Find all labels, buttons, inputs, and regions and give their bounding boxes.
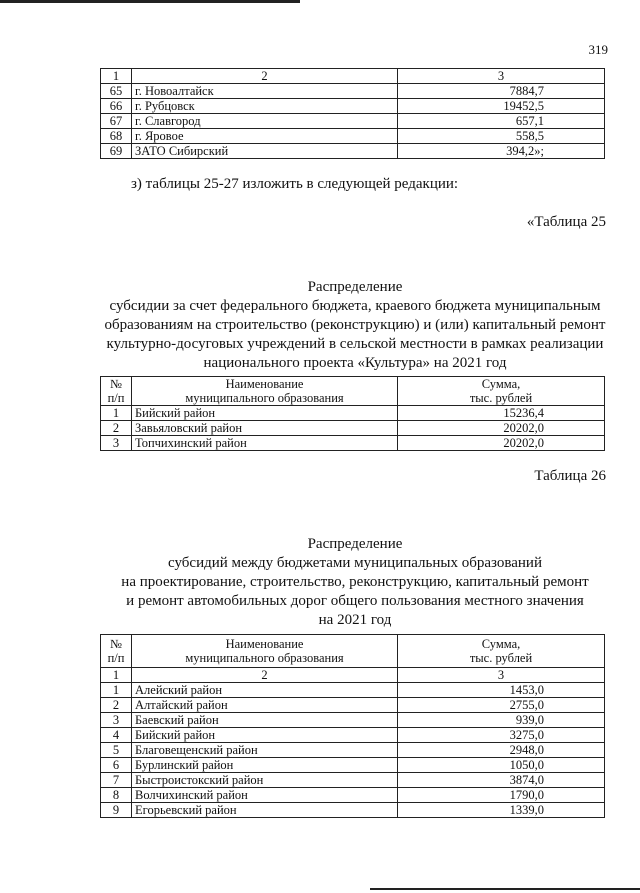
table-row bbox=[101, 129, 605, 144]
table-cell: г. Славгород bbox=[132, 114, 398, 129]
heading-line: субсидий между бюджетами муниципальных образований bbox=[168, 555, 542, 571]
table-cell: 69 bbox=[101, 144, 132, 159]
table-cell: 1 bbox=[101, 668, 132, 683]
table-cell: 2 bbox=[132, 668, 398, 683]
table-cell: 657,1 bbox=[398, 114, 605, 129]
table-cell: Завьяловский район bbox=[132, 421, 398, 436]
table-cell: 2755,0 bbox=[398, 698, 605, 713]
col-sum-header: Сумма, тыс. рублей bbox=[398, 377, 605, 406]
table-cell: 1050,0 bbox=[398, 758, 605, 773]
heading-line: Распределение bbox=[307, 536, 403, 552]
table-cell: г. Рубцовск bbox=[132, 99, 398, 114]
table-cell: 3 bbox=[398, 69, 605, 84]
table-row bbox=[101, 84, 605, 99]
table-cell: 7 bbox=[101, 773, 132, 788]
heading-line: и ремонт автомобильных дорог общего пользования местного значения bbox=[126, 593, 584, 609]
table-cell: Егорьевский район bbox=[132, 803, 398, 818]
table-row bbox=[101, 773, 605, 788]
col-number-header: № п/п bbox=[101, 635, 132, 668]
table-index-row bbox=[101, 668, 605, 683]
table-row bbox=[101, 758, 605, 773]
table-cell: 1 bbox=[101, 406, 132, 421]
table26-label: Таблица 26 bbox=[534, 468, 606, 484]
col-sum-header: Сумма, тыс. рублей bbox=[398, 635, 605, 668]
table-cell: 19452,5 bbox=[398, 99, 605, 114]
table-cell: 3874,0 bbox=[398, 773, 605, 788]
table-cell: Алейский район bbox=[132, 683, 398, 698]
table-cell: г. Яровое bbox=[132, 129, 398, 144]
table-cell: 2 bbox=[132, 69, 398, 84]
heading-line: на проектирование, строительство, реконструкцию, капитальный ремонт bbox=[121, 574, 589, 590]
table-cell: Бурлинский район bbox=[132, 758, 398, 773]
table-row bbox=[101, 406, 605, 421]
table-cell: Баевский район bbox=[132, 713, 398, 728]
col-name-header: Наименование муниципального образования bbox=[132, 377, 398, 406]
table-cell: 3275,0 bbox=[398, 728, 605, 743]
table25-label: «Таблица 25 bbox=[526, 214, 606, 230]
table-cell: 9 bbox=[101, 803, 132, 818]
table-cell: 2948,0 bbox=[398, 743, 605, 758]
table-cell: 1453,0 bbox=[398, 683, 605, 698]
table-cell: 66 bbox=[101, 99, 132, 114]
table-cell: 3 bbox=[101, 436, 132, 451]
heading-line: Распределение bbox=[307, 279, 403, 295]
table-cell: 67 bbox=[101, 114, 132, 129]
heading-line: культурно-досуговых учреждений в сельской местности в рамках реализации bbox=[106, 336, 604, 352]
table-cell: Алтайский район bbox=[132, 698, 398, 713]
heading-line: национального проекта «Культура» на 2021 год bbox=[203, 355, 507, 371]
heading-line: на 2021 год bbox=[318, 612, 392, 628]
table-row bbox=[101, 803, 605, 818]
table-row bbox=[101, 698, 605, 713]
heading-line: субсидии за счет федерального бюджета, краевого бюджета муниципальным bbox=[109, 298, 601, 314]
table-row bbox=[101, 713, 605, 728]
paragraph: з) таблицы 25-27 изложить в следующей редакции: bbox=[131, 176, 459, 192]
table-row bbox=[101, 99, 605, 114]
table26-heading bbox=[90, 535, 620, 630]
table-header-row bbox=[101, 377, 605, 406]
table-cell: 6 bbox=[101, 758, 132, 773]
table-cell: 8 bbox=[101, 788, 132, 803]
col-name-header: Наименование муниципального образования bbox=[132, 635, 398, 668]
table-cell: Волчихинский район bbox=[132, 788, 398, 803]
table-row bbox=[101, 421, 605, 436]
table-row bbox=[101, 743, 605, 758]
table-cell: 20202,0 bbox=[398, 421, 605, 436]
table-cell: 2 bbox=[101, 421, 132, 436]
table-cell: ЗАТО Сибирский bbox=[132, 144, 398, 159]
page-number: 319 bbox=[588, 42, 608, 57]
table-cell: Топчихинский район bbox=[132, 436, 398, 451]
table-cell: Быстроистокский район bbox=[132, 773, 398, 788]
table-row bbox=[101, 144, 605, 159]
table-row bbox=[101, 728, 605, 743]
scan-edge-top bbox=[0, 0, 300, 3]
table-header-row bbox=[101, 635, 605, 668]
table-cell: Бийский район bbox=[132, 406, 398, 421]
table-cell: Благовещенский район bbox=[132, 743, 398, 758]
table-cell: 68 bbox=[101, 129, 132, 144]
table-cell: 2 bbox=[101, 698, 132, 713]
table-cell: 15236,4 bbox=[398, 406, 605, 421]
heading-line: образованиям на строительство (реконструкцию) и (или) капитальный ремонт bbox=[104, 317, 606, 333]
table-row bbox=[101, 436, 605, 451]
table-cell: 1790,0 bbox=[398, 788, 605, 803]
table25-heading bbox=[90, 278, 620, 373]
table26 bbox=[100, 634, 605, 818]
table-cell: 4 bbox=[101, 728, 132, 743]
table-row bbox=[101, 788, 605, 803]
table-cell: 394,2»; bbox=[398, 144, 605, 159]
table-cell: 939,0 bbox=[398, 713, 605, 728]
table-cell: г. Новоалтайск bbox=[132, 84, 398, 99]
table-cell: 7884,7 bbox=[398, 84, 605, 99]
col-number-header: № п/п bbox=[101, 377, 132, 406]
table25 bbox=[100, 376, 605, 451]
table-cell: 65 bbox=[101, 84, 132, 99]
table-cell: 3 bbox=[398, 668, 605, 683]
scan-edge-bottom bbox=[370, 888, 640, 890]
table-cell: 1 bbox=[101, 683, 132, 698]
table-cell: 5 bbox=[101, 743, 132, 758]
table-row bbox=[101, 69, 605, 84]
table-cell: 1 bbox=[101, 69, 132, 84]
table-top bbox=[100, 68, 605, 159]
table-cell: 20202,0 bbox=[398, 436, 605, 451]
table-cell: 558,5 bbox=[398, 129, 605, 144]
table-cell: Бийский район bbox=[132, 728, 398, 743]
table-cell: 1339,0 bbox=[398, 803, 605, 818]
table-row bbox=[101, 683, 605, 698]
table-row bbox=[101, 114, 605, 129]
table-cell: 3 bbox=[101, 713, 132, 728]
